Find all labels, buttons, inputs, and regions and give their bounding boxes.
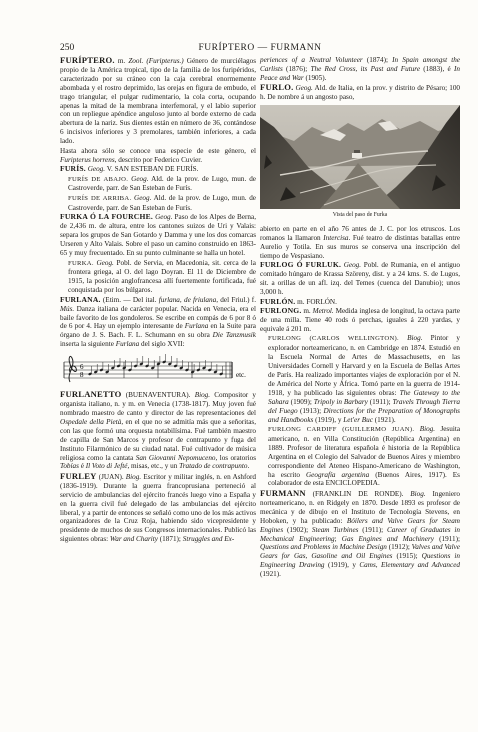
entry-furlong-wellington (260, 334, 460, 424)
entry-text: Ospedale della Pietà (60, 417, 122, 426)
entry-text: inserta la siguiente (60, 340, 116, 349)
entry-text: (Etim. — Del ital. (100, 295, 159, 304)
entry-text: Ald. de Italia, en la prov. y distrito de Pésaro; 100 h. De nombre á un angosto paso, (260, 84, 461, 102)
entry-text: periences of a Neutral Volunteer (260, 56, 363, 64)
entry-text: Geog. (155, 213, 173, 222)
headword: FURLONG. (260, 306, 302, 316)
entry-furley-cont (260, 56, 460, 83)
entry-text: . Fué teatro de distintas batallas entre Aurelio y Totila. En sus muros se conserva una inscripción del tiempo de Vespasiano. (260, 234, 460, 260)
headword: FURLANA. (60, 294, 101, 304)
entry-text: abierto en parte en el año 76 antes de J. C. por los etruscos. Los romanos la llamaron (260, 225, 460, 243)
entry-text: Travels Through Tierra del Fuego (268, 397, 460, 415)
entry-furiptero-p2 (60, 147, 256, 165)
entry-text: (1871); (157, 535, 183, 544)
entry-text: . (247, 462, 250, 471)
entry-text: m. FORLÓN. (295, 297, 337, 306)
entry-text: , descrito por Federico Cuvier. (114, 155, 203, 164)
entry-furka-geog (60, 259, 256, 296)
headword: FURÍS. (60, 164, 86, 174)
entry-text: Questions in Engineering Drawing (260, 552, 460, 570)
entry-text: Furlana (184, 322, 209, 331)
furlana-music-score (60, 352, 256, 388)
photo-caption: Vista del paso de Furka (332, 212, 388, 219)
entry-furis (60, 165, 256, 174)
entry-text: The Gateway to the Sahara (268, 388, 460, 406)
entry-text: , los oratorios (215, 453, 256, 462)
entry-text: (1876); (282, 64, 311, 73)
entry-furlo (260, 83, 460, 102)
entry-text: Geog. (87, 165, 106, 174)
entry-furis-abajo (60, 175, 256, 194)
headword: FURLANETTO (60, 389, 122, 400)
headword: FURÍS DE ARRIBA. (68, 194, 132, 202)
entry-text: The Red Cross, its Past and Future (310, 64, 421, 73)
entry-text: Mús. (60, 304, 75, 313)
entry-text: Género de murciélagos propio de la América tropical, tipo de la familia de los furipéridos, caracterizado por su cráneo con la caja cerebral enormemente abombada y el rostro deprimido, las orejas en figura de embudo, el trago triangular, el pulgar rudimentario, la cola corta, ocupando apenas la mitad de la membrana interfemoral, y el labio superior con un repliegue apéndice anguloso junto al borde externo de cada abertura de la nariz. Sus dientes están en número de 36, contándose 6 incisivos inferiores y 3 premolares, también inferiores, a cada lado. (60, 57, 256, 146)
entry-text: (1911); (433, 534, 460, 543)
entry-text: Tripoly in Barbary (313, 397, 368, 406)
entry-text: Metrol. (312, 307, 334, 316)
headword: FURKA Ó LA FOURCHE. (60, 212, 153, 222)
entry-text: m. (301, 307, 313, 316)
entry-text: Furlana (115, 340, 140, 349)
entry-text: é (78, 462, 86, 471)
entry-text: (1921). (260, 570, 281, 579)
entry-text (399, 334, 407, 342)
entry-text: (1921). (372, 415, 396, 424)
entry-text: Pintor y explorador norteamericano, n. en Cambridge en 1874. Estudió en la Escuela Normal de Artes de Massachusetts, en las Universidades Cornell y Harvard y en la Escuela de Bellas Artes de París. Ha realizado importantes viajes de exploración por el N. de América del Norte y África. Tomó parte en la guerra de 1914-1918, y ha publicado las siguientes obras: (268, 334, 461, 397)
entry-text: , del Friul.) f. (216, 295, 256, 304)
entry-text: Geog. (343, 261, 362, 270)
entry-text: (1919), y (324, 561, 360, 570)
entry-text: San Giovanni Nepomuceno (135, 453, 216, 462)
headword: FURÍS DE ABAJO. (68, 175, 129, 183)
headword: FURLEY (60, 470, 97, 481)
entry-text: (1909); (288, 397, 314, 406)
entry-text: Bóilers and Valve Gears for Steam Engines (260, 516, 460, 534)
entry-text: Il Voto di Jefté (85, 462, 128, 471)
entry-text: Geog. (96, 258, 114, 267)
entry-text: ; (334, 534, 342, 543)
running-head (60, 42, 460, 54)
right-column-bottom (260, 225, 460, 579)
entry-text: Biog. (125, 472, 142, 481)
headword: FURLONG CARDIFF (GUILLERMO JUAN). (268, 426, 415, 434)
entry-text: Directions for the Preparation of Monographs and Handbooks (268, 406, 460, 424)
entry-text: (1883), é (420, 64, 454, 73)
entry-text: en la Suite para órgano de J. S. Bach. F. L. Schumann en su obra (60, 322, 256, 340)
entry-furmann (260, 489, 460, 579)
svg-text:6: 6 (80, 363, 84, 372)
entry-furlana (60, 296, 256, 349)
left-column (60, 56, 256, 545)
entry-text: , en el que no se admitía más que a señoritas, con las que formó una orquesta notabilísima. Fué también maestro de capilla de San Marcos y profesor de contrapunto y fuga del Instituto Filarmónico de su ciudad natal. Fué cultivador de música religiosa como la cantata (60, 417, 256, 462)
entry-text: Biog. (194, 391, 211, 400)
entry-text: In Peace and War (260, 64, 460, 82)
entry-furis-arriba (60, 194, 256, 213)
entry-text: Geog. (131, 174, 149, 183)
entry-text: Tobías (60, 462, 79, 471)
entry-text: (1902); (283, 525, 312, 534)
entry-text: (1911); (358, 525, 387, 534)
entry-text: del siglo XVII: (139, 340, 185, 349)
entry-text: Steam Turbines (311, 525, 359, 534)
headword: FURMANN (260, 487, 306, 498)
entry-text: Paso de los Alpes de Berna, de 2,436 m. de altura, entre los cantones suizos de Uri y Valais: separa los grupos de San Gotardo y Damma y une los dos comarcas Urseren y Alto Valais. Sobre el paso un camino construido en 1863-65 y muy frecuentado. En su punto culminante se halla un hotel. (60, 213, 256, 257)
entry-text: Ald. de la prov. de Lugo, mun. de Castroverde, parr. de San Esteban de Furís. (68, 193, 256, 212)
entry-text: Escritor y militar inglés, n. en Ashford (1836-1919). Durante la guerra francoprusiana perteneció al servicio de ambulancias del ejército francés luego vino a España y en la guerra civil fué delegado de las ambulancias del ejército liberal, y a partir de entonces se señaló como uno de los más activos organizadores de la Cruz Roja, habiendo sido vicepresidente y presidente de muchos de sus Congresos internacionales. Publicó las siguientes obras: (60, 472, 256, 544)
entry-text: (1874); (362, 56, 393, 64)
entry-text: Geog. (295, 84, 313, 93)
entry-text: , misas, etc., y un (127, 462, 180, 471)
entry-furlong-cardiff (260, 425, 460, 488)
entry-text: (1913); (297, 406, 324, 415)
entry-text: Pobl. de Rumania, en el antiguo comitado húngaro de Krassa Szöreny, dist. y a 24 kms. S. de Lugos, sit. a orillas de un afl. izq. del Temes (cuenca del Danubio); unos 3,000 h. (260, 261, 460, 297)
entry-furlog (260, 261, 460, 297)
entry-text: V. SAN ESTEBAN DE FURÍS. (105, 165, 199, 174)
page-number: 250 (60, 43, 75, 53)
entry-furlong (260, 307, 460, 334)
entry-furlanetto (60, 390, 256, 471)
entry-text: Career of Graduates in Mechanical Engineering (260, 525, 460, 543)
entry-text: Danza italiana de carácter popular. Nacida en Venecia, era el baile favorito de los gondoleros. Se escribe en compás de 6 por 8 ó de 6 por 4. Hay un ejemplo interesante de (60, 304, 256, 331)
entry-text: m. (114, 57, 129, 65)
entry-text: Zool. (Furipterus.) (128, 57, 184, 65)
entry-text: (FRANKLIN DE RONDE). (305, 489, 411, 498)
entry-text: Biog. (419, 425, 436, 434)
headword: FURLÓN. (260, 296, 296, 306)
headword: FURKA. (68, 259, 94, 267)
entry-text: (BUENAVENTURA). (121, 391, 195, 400)
entry-text: (Buenos Aires, 1917). Es colaborador de esta ENCICLOPEDIA. (268, 470, 460, 488)
entry-text: Compositor y organista italiano, n. y m. en Venecia (1738-1817). Muy joven fué nombrado maestro de canto y director de las representaciones del (60, 391, 256, 417)
right-column-top (260, 56, 460, 102)
entry-text: (1912); (386, 543, 412, 552)
entry-text: Pobl. de Servia, en Macedonia, sit. cerca de la frontera griega, al O. del lago Doyran. El 11 de Diciembre de 1915, la posición anglofrancesa allí fuertemente fortificada, fué conquistada por los búlgaros. (68, 258, 256, 295)
entry-furley (60, 472, 256, 544)
entry-furiptero (60, 56, 256, 146)
entry-text: Cams, Elementary and Advanced (359, 561, 460, 570)
entry-text: Geografía argentina (305, 470, 370, 479)
entry-text: furlana, de friulana (158, 295, 217, 304)
entry-text: Intercisa (323, 234, 349, 243)
entry-text: Gas Engines and Machinery (341, 534, 434, 543)
entry-text: In Spain amongst the Carlists (260, 56, 460, 73)
headword: FURLO. (260, 82, 294, 93)
entry-text: (1905). (303, 73, 327, 82)
entry-text: (JUAN). (96, 472, 126, 481)
entry-furka (60, 213, 256, 258)
entry-text: Ald. de la prov. de Lugo, mun. de Castroverde, parr. de San Esteban de Furís. (68, 174, 256, 193)
entry-furlo-cont (260, 225, 460, 261)
entry-text: Hasta ahora sólo se conoce una especie de este género, el (60, 146, 256, 155)
entry-text: War and Charity (109, 535, 158, 544)
entry-text: Biog. (407, 334, 423, 343)
headword: FURLONG (CARLOS WELLINGTON). (268, 335, 399, 343)
entry-text: Die Tanzmusik (212, 331, 256, 340)
right-column (260, 56, 460, 580)
music-etc: etc. (236, 371, 246, 380)
entry-text: Let'er Buc (343, 415, 373, 424)
headword: FURÍPTERO. (60, 55, 115, 65)
entry-text: Struggles and Ex- (182, 535, 235, 544)
photo-figure (260, 105, 460, 223)
mountain-pass-photo (260, 105, 460, 209)
entry-text: (1911); (367, 397, 393, 406)
headword: FURLOG Ó FURLUK. (260, 260, 342, 270)
entry-text: Jesuita americano, n. en Villa Constitución (República Argentina) en 1889. Profesor de literatura española é historia de la República Argentina en el Colegio del Salvador de Buenos Aires y miembro correspondiente del Ateneo Hispano-Americano de Washington, ha escrito (268, 425, 461, 479)
entry-text: (1919), y (313, 415, 344, 424)
entry-text: Biog. (410, 489, 426, 498)
entry-text: Medida inglesa de longitud, la octava parte de una milla. Tiene 40 rods ó perchas, iguales á 220 yardas, y equivale á 201 m. (260, 307, 460, 333)
entry-text: (1915); (392, 552, 422, 561)
entry-text: Questions and Problems in Machine Design (260, 543, 387, 552)
entry-text: Valves and Valve Gears for Gas, Gasoline and Oil Engines (260, 543, 460, 561)
running-title: FURÍPTERO — FURMANN (198, 43, 322, 53)
entry-text: Ingeniero norteamericano, n. en Ridgely en 1870. Desde 1893 es profesor de mecánica y de dibujo en el Instituto de Tecnología Stevens, en Hoboken, y ha publicado: (260, 489, 460, 525)
entry-text: Tratado de contrapunto (179, 462, 248, 471)
entry-text: Geog. (134, 193, 152, 202)
entry-text: Furipterus horrens (60, 155, 115, 164)
svg-text:8: 8 (80, 371, 84, 380)
